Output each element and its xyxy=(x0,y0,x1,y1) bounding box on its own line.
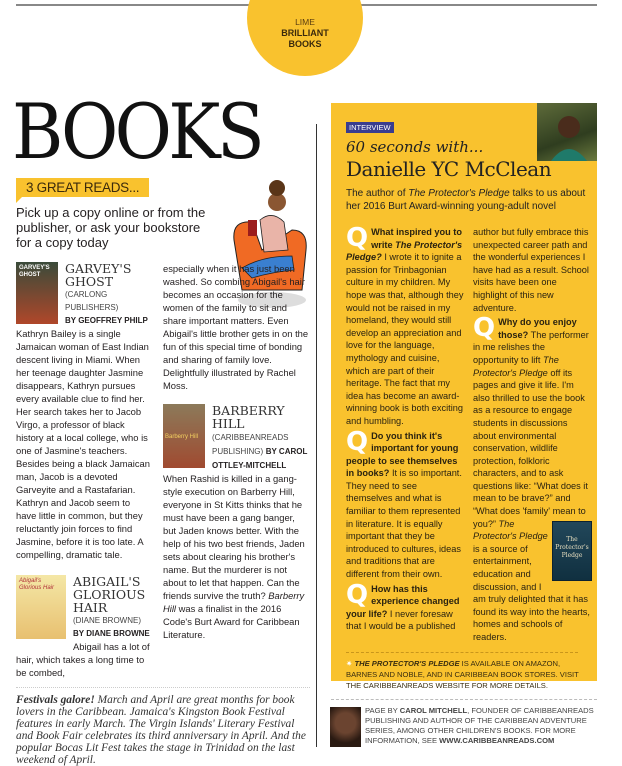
intro-text: Pick up a copy online or from the publisher, or ask your bookstore for a copy today xyxy=(16,205,206,250)
answer: off its pages and give it life. I'm also thrilled to use the book as a resource to engage students in discussions about environmental conservation, wildlife protection, folkloric characters, and to ask questions like: “What does it mean to be brave?” and “What does 'family' mean to you?” xyxy=(473,367,588,529)
books-area xyxy=(16,262,310,766)
book-author: BY GEOFFREY PHILP xyxy=(65,316,148,325)
interview-columns xyxy=(346,223,592,644)
interview-body xyxy=(346,223,592,691)
credit-text: PAGE BY xyxy=(365,706,398,715)
answer: is a source of entertainment, education and discussion, and I am truly delighted that it has found its way into the hearts, homes and schools of readers. xyxy=(473,543,590,642)
q-icon: Q xyxy=(346,426,369,457)
answer-book: The Protector's Pledge xyxy=(473,518,548,542)
q-icon: Q xyxy=(473,313,496,344)
interview-tag: INTERVIEW xyxy=(346,122,394,133)
qa-1 xyxy=(346,223,465,428)
book-barberry-hill xyxy=(163,404,310,641)
answer: I never foresaw that I would be a published author but fully embrace this unexpected career path and the wonderful experiences I have had as a result. School visits have been one highlight of this new adventure. xyxy=(346,227,589,632)
answer: I wrote it to ignite a passion for Trinbagonian culture in my children. My hope was that, although they would not be raised in my homeland, they would still develop an appreciation and love for the language, mythology and cuisine, which are part of their heritage. The fact that my idea has become an award-winning book is both exciting and humbling. xyxy=(346,252,464,426)
book-cover-garveys-ghost: GARVEY'S GHOST xyxy=(16,262,58,324)
book-abigails-glorious-hair xyxy=(16,575,152,679)
book-cover-barberry-hill: Barberry Hill xyxy=(163,404,205,468)
section-badge xyxy=(247,0,363,76)
q-icon: Q xyxy=(346,223,369,253)
badge-line: BOOKS xyxy=(288,39,322,49)
interviewee-name: Danielle YC McClean xyxy=(346,157,552,181)
review-text: When Rashid is killed in a gang-style execution on Barberry Hill, everyone in St Kitts thinks that he must have been a gang banger, but Jaden knows better. With the help of his two best friends, Jaden sets about clearing his brother's name. But the murderer is not about to let that happen. Can the friends survive the truth? xyxy=(163,473,305,601)
credit-url[interactable]: WWW.CARIBBEANREADS.COM xyxy=(439,736,555,745)
book-title: BARBERRY HILL xyxy=(212,403,285,431)
festivals-lead: Festivals galore! xyxy=(16,694,95,706)
book-review: Abigail has a lot of hair, which takes a long time to be combed, xyxy=(16,641,150,678)
review-text: was a finalist in the 2016 Code's Burt Award for Caribbean Literature. xyxy=(163,603,300,640)
answer: It is so important. They need to see themselves and what is familiar to them represented in literature. It is equally important that they be introduced to cultures, ideas and traditions that are different from their own. xyxy=(346,468,462,580)
qa-4 xyxy=(473,313,592,643)
festivals-text: March and April are great months for book lovers in the Caribbean. Jamaica's Kingston Book Festival features in early March. The Virgin Islands' Literary Festival and Book Fair celebrates its third anniversary in April. And the popular Bocas Lit Fest takes the stage in Trinidad on the last weekend of April. xyxy=(16,694,306,766)
badge-brand: LIME xyxy=(295,17,315,27)
book-title: GARVEY'S GHOST xyxy=(65,261,132,289)
book-review: Kathryn Bailey is a single Jamaican woman of East Indian descent living in Miami. When her teenage daughter Jasmine disappears, Kathryn pursues every available clue to find her. Her search takes her to Jacob Virgo, a professor of black history at a local college, who is one of Jasmine's teachers. Besides being a black Jamaican man, Jacob is a devoted Garveyite and a Rastafarian. Kathryn and Jacob seem to have little in common, but they reluctantly join forces to find Jasmine, before it is too late. A compelling, dramatic tale. xyxy=(16,328,150,560)
book-author: BY DIANE BROWNE xyxy=(73,629,150,638)
question: Why do you enjoy those? xyxy=(498,317,577,340)
interview-subtitle xyxy=(346,187,591,213)
great-reads-banner: 3 GREAT READS... xyxy=(16,178,149,197)
question: What inspired you to write xyxy=(371,227,462,250)
question-book: The Protector's Pledge? xyxy=(346,239,463,263)
contributor-photo xyxy=(330,707,361,747)
book-review-continued: especially when it has just been washed. So combing Abigail's hair becomes an occasion for the women of the family to sit and share important matters. Even Abigail's little brother gets in on the fun of this special time of bonding and sharing of family love. Delightfully illustrated by Rachel Moss. xyxy=(163,263,309,391)
credit-name: CAROL MITCHELL xyxy=(399,706,468,715)
book-publisher: (CARIBBEANREADS PUBLISHING) xyxy=(212,433,289,456)
book-garveys-ghost xyxy=(16,262,152,561)
answer: The performer in me relishes the opportunity to lift xyxy=(473,329,589,365)
book-author: BY CAROL OTTLEY-MITCHELL xyxy=(212,447,308,470)
availability-note xyxy=(346,658,591,691)
books-column-2 xyxy=(163,262,310,679)
question: Do you think it's important for young people to see themselves in books? xyxy=(346,430,459,479)
separator xyxy=(331,699,597,700)
badge-line: BRILLIANT xyxy=(281,28,329,38)
credit-text: , FOUNDER OF CARIBBEANREADS PUBLISHING AND AUTHOR OF THE CARIBBEAN ADVENTURE SERIES, AMONG OTHER CHILDREN'S BOOKS. FOR MORE INFORMATION, SEE xyxy=(365,706,594,745)
interview-kicker: 60 seconds with... xyxy=(346,138,484,156)
separator xyxy=(16,687,310,688)
book-title: ABIGAIL'S GLORIOUS HAIR xyxy=(73,574,146,615)
books-column-1 xyxy=(16,262,152,679)
page-credit xyxy=(365,706,597,746)
author-photo xyxy=(537,103,597,161)
book-publisher: (DIANE BROWNE) xyxy=(73,616,141,625)
book-review xyxy=(163,472,310,641)
question: How has this experience changed your life? xyxy=(346,583,460,619)
book-publisher: (CARLONG PUBLISHERS) xyxy=(65,290,119,312)
availability-text: IS AVAILABLE ON AMAZON, BARNES AND NOBLE, AND IN CARIBBEAN BOOK STORES. VISIT THE CARIBBEANREADS WEBSITE FOR MORE DETAILS. xyxy=(346,658,579,690)
answer-book: The Protector's Pledge xyxy=(473,354,559,378)
review-book-title: Barberry Hill xyxy=(163,590,305,614)
q-icon: Q xyxy=(346,579,369,610)
book-cover-abigails-glorious-hair: Abigail's Glorious Hair xyxy=(16,575,66,639)
availability-book: THE PROTECTOR'S PLEDGE xyxy=(354,658,460,668)
qa-2 xyxy=(346,426,465,581)
star-icon: ✷ xyxy=(346,658,353,668)
subtitle-book: The Protector's Pledge xyxy=(408,188,510,199)
separator xyxy=(346,652,578,653)
column-divider xyxy=(316,124,317,747)
subtitle-text: The author of xyxy=(346,188,406,199)
book-cover-protectors-pledge: The Protector's Pledge xyxy=(552,521,592,581)
subtitle-text: talks to us about her 2016 Burt Award-winning young-adult novel xyxy=(346,188,586,212)
festivals-paragraph xyxy=(16,694,310,766)
page-title: BOOKS xyxy=(12,87,262,176)
